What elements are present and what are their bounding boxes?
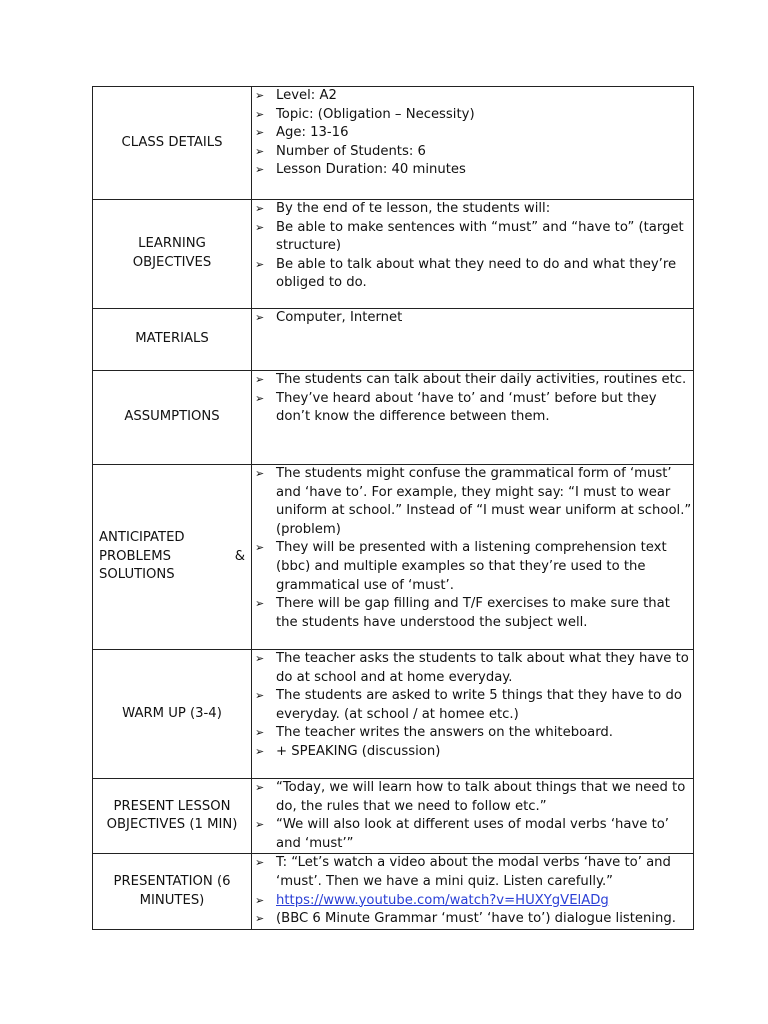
table-row-present-lesson-objectives: [93, 779, 694, 854]
list-item: ➢ Be able to make sentences with “must” and “have to” (target structure): [255, 219, 684, 254]
table-row-presentation: [93, 854, 694, 930]
row-content-cell: [252, 309, 694, 371]
row-label: PRESENT LESSON OBJECTIVES (1 MIN): [106, 798, 238, 833]
row-label-cell: [93, 371, 252, 465]
arrow-bullet-icon: ➢: [255, 144, 265, 158]
arrow-bullet-icon: ➢: [255, 818, 265, 832]
bullet-list: [252, 87, 693, 180]
row-label-cell: [93, 87, 252, 200]
row-label: MATERIALS: [135, 331, 209, 347]
row-label-cell: [93, 465, 252, 650]
row-label-cell: [93, 779, 252, 854]
row-label-cell: [93, 309, 252, 371]
list-item: ➢ “Today, we will learn how to talk about things that we need to do, the rules that we need to follow etc.”: [255, 780, 686, 814]
arrow-bullet-icon: ➢: [255, 126, 265, 140]
arrow-bullet-icon: ➢: [255, 744, 265, 758]
row-label: WARM UP (3-4): [122, 705, 222, 721]
arrow-bullet-icon: ➢: [255, 781, 265, 794]
row-content-cell: [252, 200, 694, 309]
row-label: LEARNING OBJECTIVES: [132, 236, 212, 270]
arrow-bullet-icon: ➢: [255, 89, 265, 102]
arrow-bullet-icon: ➢: [255, 893, 265, 907]
row-label-cell: [93, 854, 252, 930]
arrow-bullet-icon: ➢: [255, 311, 265, 324]
arrow-bullet-icon: ➢: [255, 597, 265, 611]
list-item: [252, 892, 693, 911]
bullet-list: [252, 371, 693, 427]
list-item: ➢ Level: A2: [252, 87, 693, 106]
row-label-cell: [93, 650, 252, 779]
list-item: ➢ The students are asked to write 5 things that they have to do everyday. (at school / at homee etc.): [255, 688, 682, 722]
list-item: ➢ The students might confuse the grammatical form of ‘must’ and ‘have to’. For example, they might say: “I must to wear uniform at school.” Instead of “I must wear uniform at school.” (problem): [255, 466, 692, 537]
list-item: ➢ Lesson Duration: 40 minutes: [252, 161, 693, 180]
row-content-cell: [252, 87, 694, 200]
list-item: ➢ The teacher writes the answers on the whiteboard.: [252, 724, 693, 743]
list-item: ➢ The teacher asks the students to talk about what they have to do at school and at home everyday.: [255, 651, 689, 685]
bullet-list: [252, 779, 693, 853]
arrow-bullet-icon: ➢: [255, 202, 265, 215]
list-item: ➢ “We will also look at different uses of modal verbs ‘have to’ and ‘must’”: [255, 817, 669, 851]
row-label: ASSUMPTIONS: [124, 409, 220, 425]
arrow-bullet-icon: ➢: [255, 689, 265, 703]
table-row-materials: [93, 309, 694, 371]
row-content-cell: [252, 854, 694, 930]
list-item: ➢ They’ve heard about ‘have to’ and ‘must’ before but they don’t know the difference between them.: [255, 390, 657, 425]
list-item: ➢ There will be gap filling and T/F exercises to make sure that the students have understood the subject well.: [255, 596, 670, 630]
arrow-bullet-icon: ➢: [255, 912, 265, 926]
row-label: PRESENTATION (6 MINUTES): [113, 874, 231, 908]
row-label-cell: [93, 200, 252, 309]
list-item: ➢ Age: 13-16: [252, 124, 693, 143]
bullet-list: [252, 200, 693, 293]
row-label: ANTICIPATED PROBLEMS & SOLUTIONS: [99, 530, 245, 583]
row-content-cell: [252, 650, 694, 779]
list-item: ➢ + SPEAKING (discussion): [252, 743, 693, 762]
list-item: ➢ T: “Let’s watch a video about the modal verbs ‘have to’ and ‘must’. Then we have a mini quiz. Listen carefully.”: [255, 855, 671, 889]
bullet-list: [252, 465, 693, 632]
arrow-bullet-icon: ➢: [255, 541, 265, 555]
arrow-bullet-icon: ➢: [255, 257, 265, 271]
row-content-cell: [252, 371, 694, 465]
arrow-bullet-icon: ➢: [255, 391, 265, 405]
table-row-anticipated-problems: [93, 465, 694, 650]
arrow-bullet-icon: ➢: [255, 856, 265, 870]
list-item: ➢ Topic: (Obligation – Necessity): [252, 106, 693, 125]
lesson-plan-table: [92, 86, 694, 930]
list-item: ➢ By the end of te lesson, the students will:: [252, 200, 693, 219]
list-item: ➢ Computer, Internet: [252, 309, 693, 328]
table-row-learning-objectives: [93, 200, 694, 309]
row-label: CLASS DETAILS: [121, 134, 223, 150]
bullet-list: [252, 309, 693, 328]
bullet-list: [252, 650, 693, 762]
list-item: ➢ The students can talk about their daily activities, routines etc.: [252, 371, 693, 390]
arrow-bullet-icon: ➢: [255, 107, 265, 121]
arrow-bullet-icon: ➢: [255, 652, 265, 665]
arrow-bullet-icon: ➢: [255, 467, 265, 480]
arrow-bullet-icon: ➢: [255, 726, 265, 740]
table-row-assumptions: [93, 371, 694, 465]
arrow-bullet-icon: ➢: [255, 220, 265, 234]
row-content-cell: [252, 779, 694, 854]
table-row-warm-up: [93, 650, 694, 779]
list-item: ➢ Be able to talk about what they need to do and what they’re obliged to do.: [255, 256, 677, 291]
bullet-list: [252, 854, 693, 928]
table-row-class-details: [93, 87, 694, 200]
arrow-bullet-icon: ➢: [255, 373, 265, 386]
youtube-video-link[interactable]: https://www.youtube.com/watch?v=HUXYgVElADg: [276, 892, 609, 908]
arrow-bullet-icon: ➢: [255, 163, 265, 177]
list-item: ➢ (BBC 6 Minute Grammar ‘must’ ‘have to’) dialogue listening.: [252, 910, 693, 929]
list-item: ➢ They will be presented with a listening comprehension text (bbc) and multiple examples so that they’re used to the grammatical use of ‘must’.: [255, 540, 667, 593]
row-content-cell: [252, 465, 694, 650]
list-item: ➢ Number of Students: 6: [252, 143, 693, 162]
